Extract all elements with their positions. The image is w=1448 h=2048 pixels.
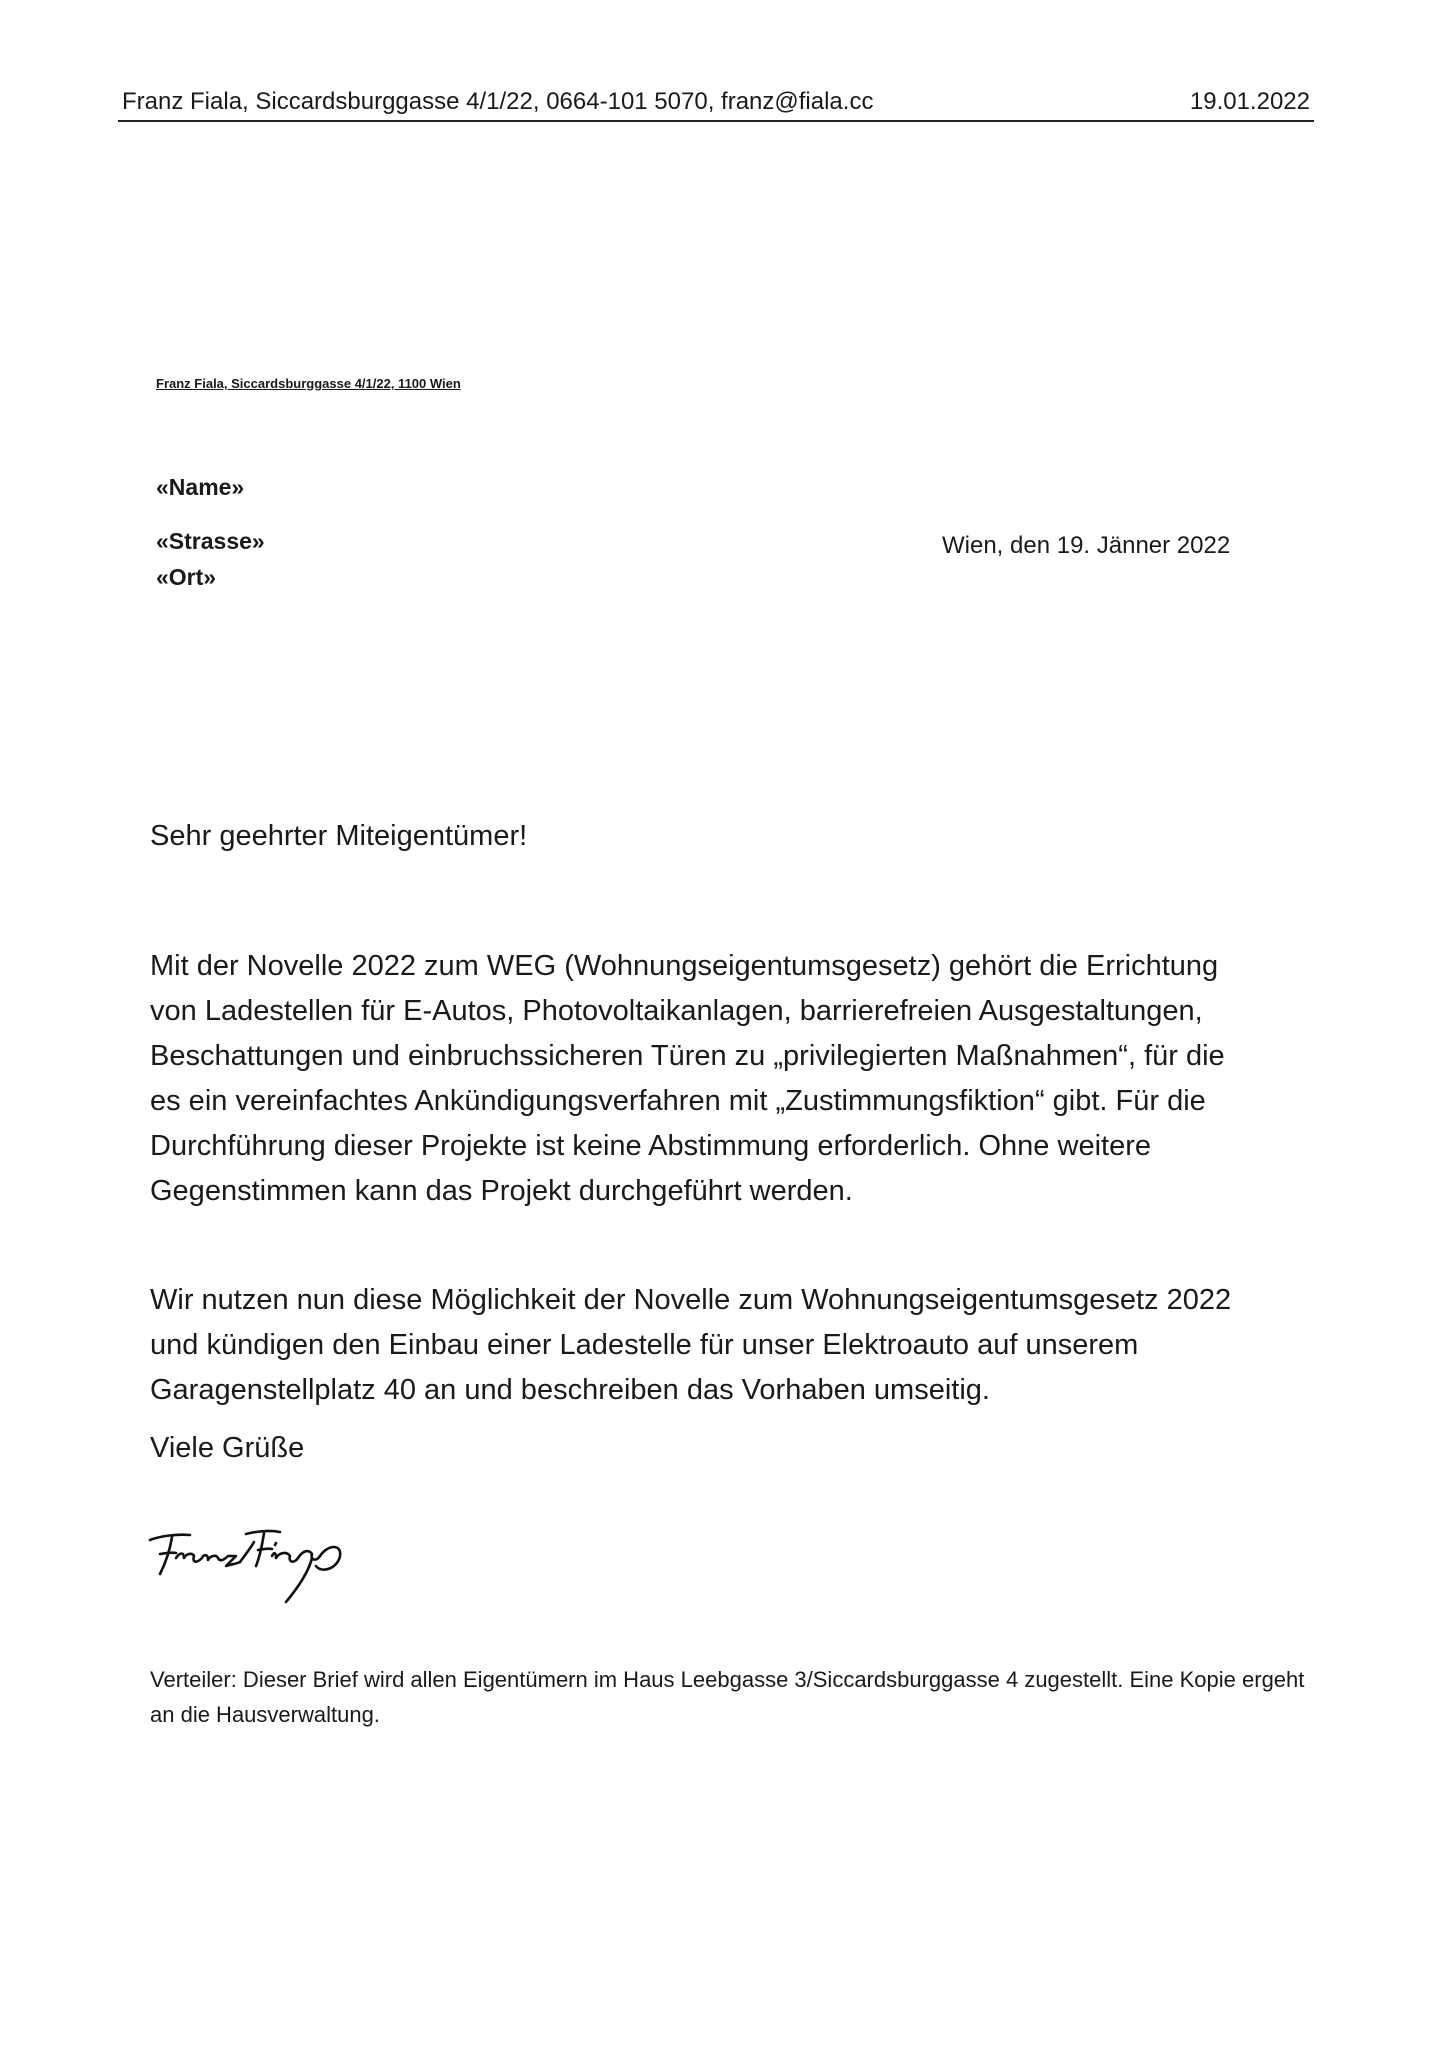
distribution-note: Verteiler: Dieser Brief wird allen Eigentümern im Haus Leebgasse 3/Siccardsburggasse 4 zugestellt. Eine Kopie ergeht an die Hausverwaltung. (150, 1667, 1305, 1727)
header-date: 19.01.2022 (1189, 88, 1310, 115)
body-paragraph-2: Wir nutzen nun diese Möglichkeit der Novelle zum Wohnungseigentumsgesetz 2022 und kündigen den Einbau einer Ladestelle für unser Elektroauto auf unserem Garagenstellplatz 40 an und beschreiben das Vorhaben umseitig. (150, 1284, 1232, 1406)
recipient-city: «Ort» (156, 564, 217, 590)
recipient-street: «Strasse» (156, 528, 265, 554)
letter-header (118, 84, 1314, 122)
salutation: Sehr geehrter Miteigentümer! (150, 820, 528, 852)
handwritten-signature (146, 1518, 356, 1618)
return-address: Franz Fiala, Siccardsburggasse 4/1/22, 1100 Wien (156, 376, 461, 391)
header-sender-line: Franz Fiala, Siccardsburggasse 4/1/22, 0664-101 5070, franz@fiala.cc (122, 88, 874, 115)
recipient-name: «Name» (156, 474, 245, 500)
place-and-date: Wien, den 19. Jänner 2022 (942, 532, 1231, 559)
closing: Viele Grüße (150, 1432, 305, 1464)
body-paragraph-1: Mit der Novelle 2022 zum WEG (Wohnungseigentumsgesetz) gehört die Errichtung von Ladestellen für E-Autos, Photovoltaikanlagen, barrierefreien Ausgestaltungen, Beschattungen und einbruchssicheren Türen zu „privilegierten Maßnahmen“, für die es ein vereinfachtes Ankündigungsverfahren mit „Zustimmungsfiktion“ gibt. Für die Durchführung dieser Projekte ist keine Abstimmung erforderlich. Ohne weitere Gegenstimmen kann das Projekt durchgeführt werden. (150, 950, 1225, 1207)
